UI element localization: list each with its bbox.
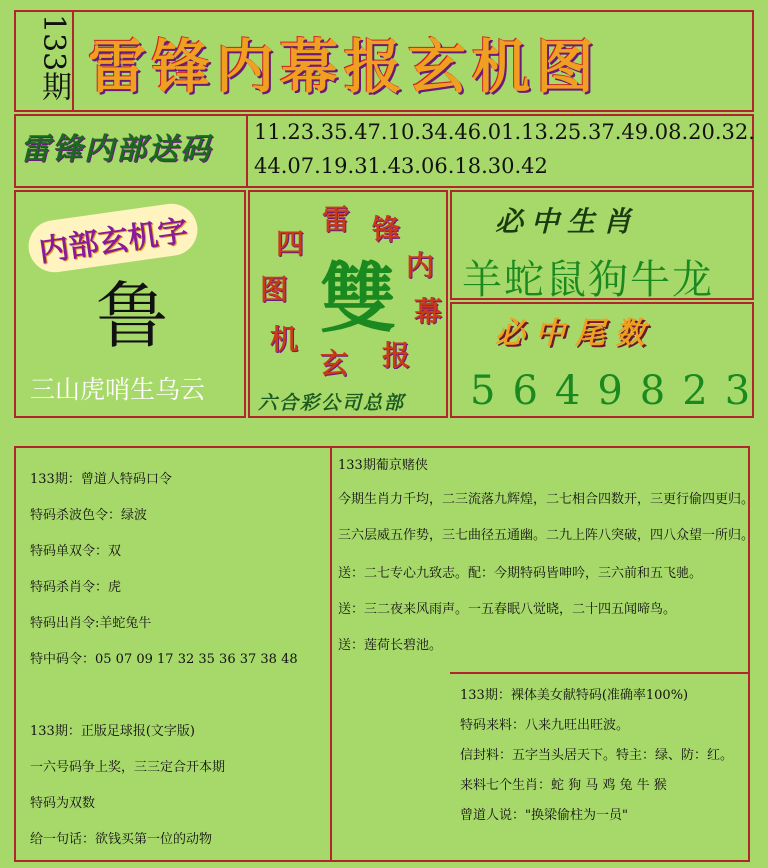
ring-char: 锋	[372, 213, 401, 246]
left-line: 特中码令：05 07 09 17 32 35 36 37 38 48	[30, 652, 298, 667]
right-line: 送：二七专心九致志。配：今期特码皆呻吟，三六前和五飞驰。	[338, 566, 703, 581]
bottom-divider	[330, 446, 332, 862]
beauty-line: 曾道人说："换梁偷柱为一员"	[460, 808, 628, 823]
left-line: 特码单双令：双	[30, 544, 122, 559]
ring-char: 图	[260, 273, 289, 306]
left-line: 特码杀波色令：绿波	[30, 508, 148, 523]
zodiac-label: 必中生肖	[495, 205, 640, 238]
tail-values: 5649823	[470, 368, 768, 414]
left-line: 特码出肖令:羊蛇兔牛	[30, 616, 152, 631]
ring-char: 机	[270, 323, 299, 356]
left-line: 133期：曾道人特码口令	[30, 472, 172, 487]
insider-divider	[246, 114, 248, 188]
insider-label: 雷锋内部送码	[20, 132, 212, 167]
beauty-line: 特码来料：八来九旺出旺波。	[460, 718, 630, 733]
lottery-hq-label: 六合彩公司总部	[258, 392, 406, 414]
right-line: 今期生肖力千均，二三流落九辉煌，二七相合四数开，三更行偷四更归。	[338, 492, 755, 507]
ring-char: 四	[276, 227, 305, 260]
left-line: 特码杀肖令：虎	[30, 580, 122, 595]
issue-number: 133期	[36, 14, 71, 102]
header-divider	[72, 10, 74, 112]
ring-char: 幕	[414, 295, 443, 328]
insider-numbers-line2: 44.07.19.31.43.06.18.30.42	[254, 154, 548, 178]
right-line: 送：三二夜来风雨声。一五春眠八觉晓，二十四五闻啼鸟。	[338, 602, 677, 617]
ring-char: 玄	[320, 347, 349, 380]
ring-char: 雷	[322, 203, 351, 236]
ring-char: 报	[382, 339, 411, 372]
football-line: 特码为双数	[30, 796, 96, 811]
football-line: 133期：正版足球报(文字版)	[30, 724, 195, 739]
tail-label: 必中尾数	[495, 316, 655, 351]
right-line: 送：莲荷长碧池。	[338, 638, 443, 653]
right-line: 三六层威五作势，三七曲径五通幽。二九上阵八突破，四八众望一所归。	[338, 528, 755, 543]
center-character: 雙	[320, 254, 396, 343]
secret-word-character: 鲁	[96, 274, 169, 358]
secret-word-label: 内部玄机字	[25, 200, 201, 275]
football-line: 一六号码争上奖，三三定合开本期	[30, 760, 226, 775]
zodiac-values: 羊蛇鼠狗牛龙	[462, 257, 714, 303]
insider-numbers-line1: 11.23.35.47.10.34.46.01.13.25.37.49.08.20.32.	[254, 120, 755, 144]
beauty-line: 信封料：五字当头居天下。特主：绿、防：红。	[460, 748, 734, 763]
beauty-divider	[450, 672, 750, 674]
ring-char: 内	[406, 249, 435, 282]
page-title: 雷锋内幕报玄机图	[88, 33, 601, 101]
football-line: 给一句话：欲钱买第一位的动物	[30, 832, 213, 847]
right-title: 133期葡京赌侠	[338, 458, 428, 473]
beauty-line: 133期：裸体美女献特码(准确率100%)	[460, 688, 689, 703]
secret-word-hint: 三山虎哨生乌云	[30, 375, 206, 404]
beauty-line: 来料七个生肖：蛇 狗 马 鸡 兔 牛 猴	[460, 778, 667, 793]
